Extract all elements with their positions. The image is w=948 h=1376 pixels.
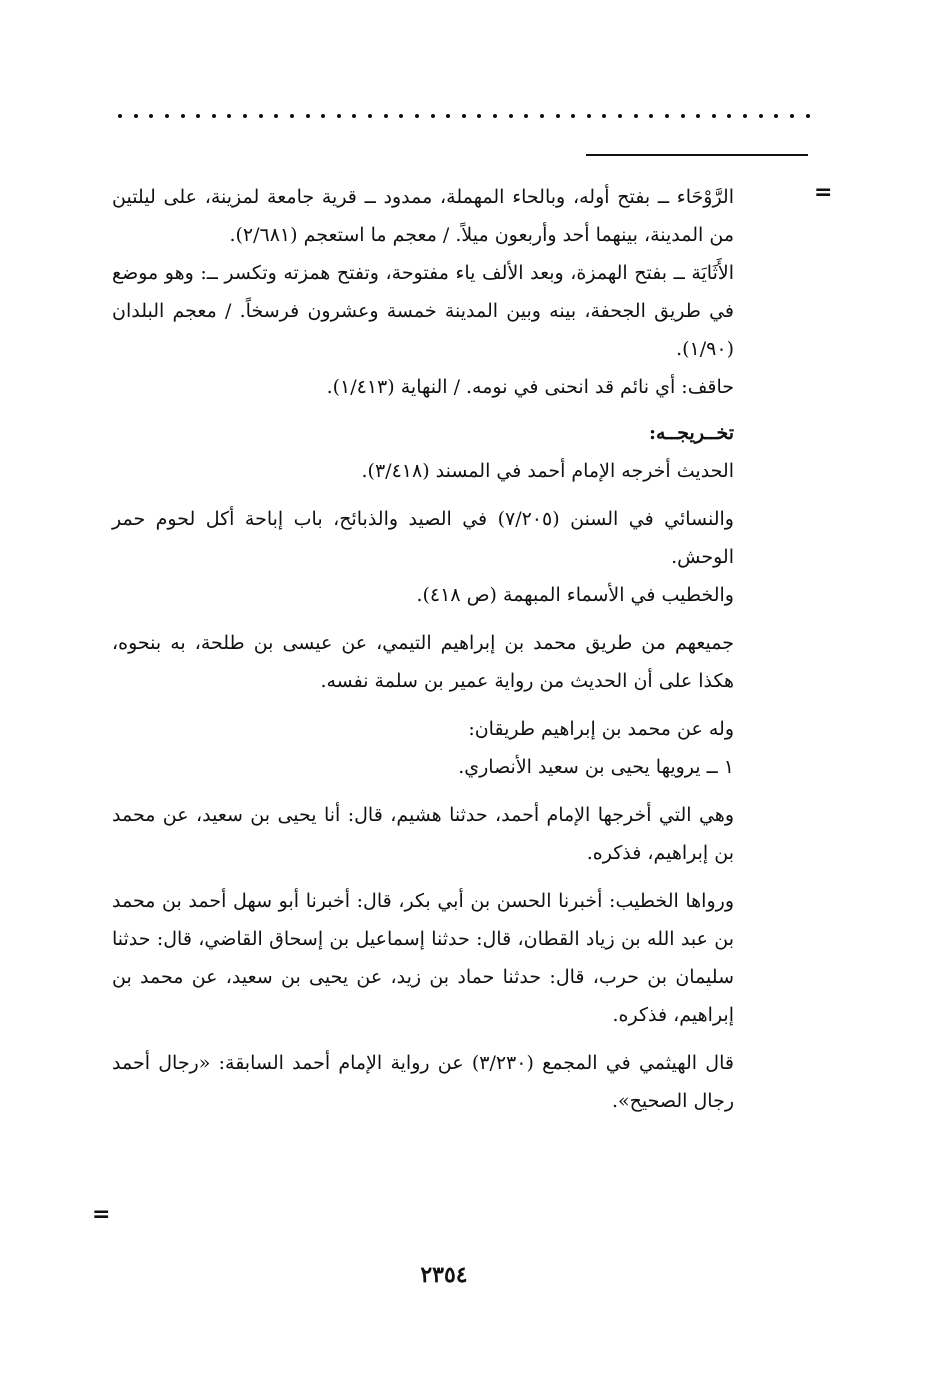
paragraph-route-one: ١ ــ يرويها يحيى بن سعيد الأنصاري. <box>458 756 734 778</box>
continuation-marker-top: = <box>814 180 833 205</box>
paragraph-nasai: والنسائي في السنن (٧/٢٠٥) في الصيد والذبائح، باب إباحة أكل لحوم حمر الوحش. <box>112 508 734 568</box>
footnote-rule <box>586 154 808 156</box>
dotted-separator <box>118 108 810 124</box>
page-body <box>112 178 734 1120</box>
takhrij-heading: تخــريجــه: <box>648 422 734 444</box>
paragraph-all-of-them: جميعهم من طريق محمد بن إبراهيم التيمي، عن عيسى بن طلحة، به بنحوه، هكذا على أن الحديث من رواية عمير بن سلمة نفسه. <box>112 632 734 692</box>
page-number: ٢٣٥٤ <box>420 1262 468 1288</box>
paragraph-khatib-route: ورواها الخطيب: أخبرنا الحسن بن أبي بكر، قال: أخبرنا أبو سهل أحمد بن محمد بن عبد الله بن زياد القطان، قال: حدثنا إسماعيل بن إسحاق القاضي، قال: حدثنا سليمان بن حرب، قال: حدثنا حماد بن زيد، عن يحيى بن سعيد، عن محمد بن إبراهيم، فذكره. <box>112 890 734 1026</box>
footnote-rawha: الرَّوْحَاء ــ بفتح أوله، وبالحاء المهملة، ممدود ــ قرية جامعة لمزينة، على ليلتين من المدينة، بينهما أحد وأربعون ميلاً. / معجم ما استعجم (٢/٦٨١). <box>112 186 734 246</box>
paragraph-ahmad-route: وهي التي أخرجها الإمام أحمد، حدثنا هشيم، قال: أنا يحيى بن سعيد، عن محمد بن إبراهيم، فذكره. <box>112 804 734 864</box>
paragraph-ahmad: الحديث أخرجه الإمام أحمد في المسند (٣/٤١٨). <box>361 460 734 482</box>
paragraph-haythami: قال الهيثمي في المجمع (٣/٢٣٠) عن رواية الإمام أحمد السابقة: «رجال أحمد رجال الصحيح». <box>112 1052 734 1112</box>
paragraph-two-routes: وله عن محمد بن إبراهيم طريقان: <box>468 718 734 740</box>
footnote-haqif: حاقف: أي نائم قد انحنى في نومه. / النهاية (١/٤١٣). <box>326 376 734 398</box>
paragraph-khatib: والخطيب في الأسماء المبهمة (ص ٤١٨). <box>416 584 734 606</box>
footnote-athaya: الأَثَايَة ــ بفتح الهمزة، وبعد الألف ياء مفتوحة، وتفتح همزته وتكسر ــ: وهو موضع في طريق الجحفة، بينه وبين المدينة خمسة وعشرون فرسخاً. / معجم البلدان (١/٩٠). <box>112 262 734 360</box>
continuation-marker-bottom: = <box>92 1202 111 1227</box>
